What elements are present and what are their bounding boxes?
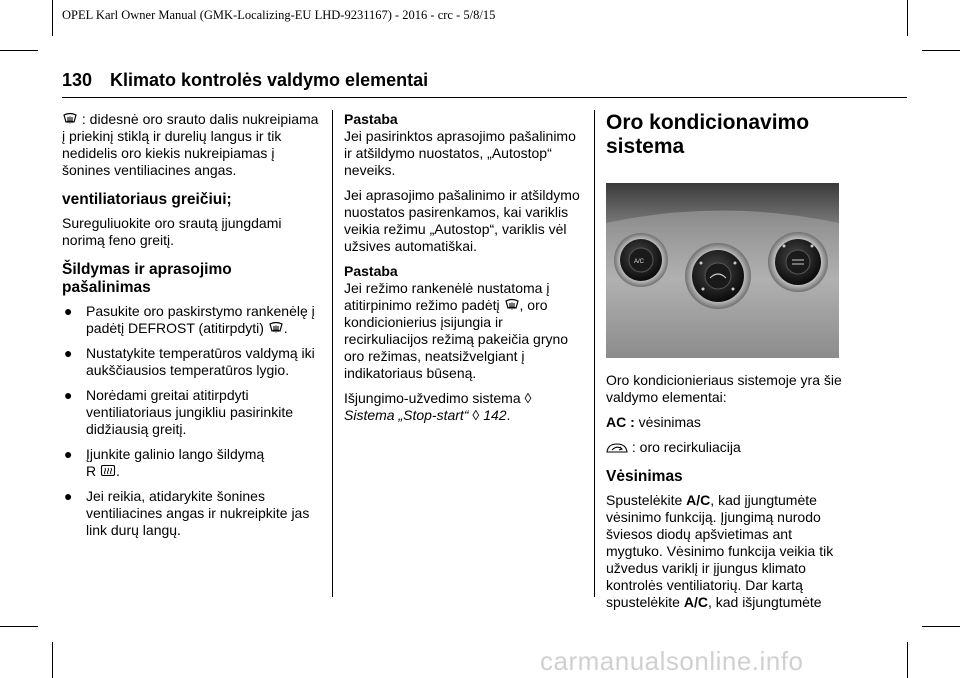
intro-paragraph: Oro kondicionieriaus sistemoje yra šie valdymo elementai: (606, 372, 842, 405)
cross-reference: Išjungimo-užvedimo sistema ◊ Sistema „Stop-start“ ◊ 142. (344, 390, 532, 423)
fan-paragraph: Sureguliuokite oro srautą įjungdami norimą feno greitį. (62, 215, 282, 248)
reference-arrow-icon: ◊ (472, 407, 480, 423)
right-column (606, 111, 846, 619)
list-item-suffix: . (283, 320, 288, 336)
page-number: 130 (62, 70, 93, 90)
windshield-defrost-icon (504, 297, 520, 313)
cooling-heading: Vėsinimas (606, 468, 683, 485)
knob-middle (685, 243, 751, 309)
list-item-suffix: . (116, 463, 120, 479)
page-title: Klimato kontrolės valdymo elementai (110, 70, 429, 90)
bullet-mark: ● (64, 345, 73, 361)
crop-mark (52, 642, 53, 678)
ac-button-ref: A/C (686, 492, 711, 508)
header-rule (62, 97, 907, 98)
climate-control-panel-photo (606, 183, 839, 358)
column-divider (332, 110, 333, 597)
cooling-paragraph: Spustelėkite A/C, kad įjungtumėte vėsinimo funkciją. Įjungimą nurodo šviesos diodų apšvietimas ant mygtuko. Vėsinimo funkcija veikia tik užvedus variklį ir įjungus klimato kontrolės ventiliatorių. Dar kartą spustelėkite A/C, kad išjungtumėte (606, 492, 834, 610)
list-item-text: Nustatykite temperatūros valdymą iki aukščiausios temperatūros lygio. (86, 345, 315, 378)
list-item-text: Jei reikia, atidarykite šonines ventiliacines angas ir nukreipkite jas link durų langų. (86, 488, 310, 538)
intro-paragraph (62, 111, 324, 179)
bullet-mark: ● (64, 303, 73, 319)
knob-left (614, 233, 668, 287)
crop-mark (907, 0, 908, 36)
list-item-text: Įjunkite galinio lango šildymą (86, 446, 265, 462)
list-item (62, 446, 324, 480)
document-meta: OPEL Karl Owner Manual (GMK-Localizing-EU LHD-9231167) - 2016 - crc - 5/8/15 (62, 8, 496, 22)
bullet-mark: ● (64, 387, 73, 403)
list-item-text: Norėdami greitai atitirpdyti ventiliatoriaus jungikliu pasirinkite didžiausią greitį. (86, 387, 293, 437)
windshield-defrost-airflow-icon (62, 111, 78, 127)
intro-text: : didesnė oro srauto dalis nukreipiama į priekinį stiklą ir durelių langus ir tik nedidelis oro kiekis nukreipiamas į šonines ventiliacines angas. (62, 111, 319, 178)
middle-column (344, 111, 584, 432)
list-item-text: Pasukite oro paskirstymo rankenėlę į padėtį DEFROST (atitirpdyti) (86, 303, 315, 336)
crop-mark (0, 626, 38, 627)
reference-arrow-icon: ◊ (524, 390, 532, 406)
crop-mark (0, 50, 38, 51)
crop-mark (907, 642, 908, 678)
section-heading: Oro kondicionavimo sistema (606, 111, 810, 158)
list-item-prefix: R (86, 463, 97, 479)
heat-heading: Šildymas ir aprasojimo pašalinimas (62, 261, 232, 296)
crop-mark (922, 50, 960, 51)
crop-mark (52, 0, 53, 36)
crop-mark (922, 626, 960, 627)
list-item (62, 345, 324, 379)
rear-window-heater-icon (100, 463, 116, 479)
left-column (62, 111, 324, 547)
ac-definition: AC : vėsinimas (606, 414, 701, 430)
note-heading: Pastaba (344, 111, 398, 127)
watermark: carmanualsonline.info (540, 646, 804, 676)
list-item (62, 303, 324, 337)
recirculation-icon (606, 441, 628, 455)
recirculation-definition: : oro recirkuliacija (606, 439, 846, 456)
knob-right (768, 232, 828, 292)
list-item (62, 387, 324, 438)
fan-heading: ventiliatoriaus greičiui; (62, 191, 232, 208)
bullet-mark: ● (64, 488, 73, 504)
note-text: Jei režimo rankenėlė nustatoma į atitirpinimo režimo padėtį , oro kondicionierius įsijungia ir recirkuliacijos režimą pakeičia gryno oro režimas, neatsižvelgiant į indikatoriaus būseną. (344, 280, 569, 381)
reference-link[interactable]: Sistema „Stop-start“ (344, 407, 469, 423)
note-heading: Pastaba (344, 263, 398, 279)
reference-page[interactable]: 142 (483, 407, 507, 423)
note-text: Jei pasirinktos aprasojimo pašalinimo ir atšildymo nuostatos, „Autostop“ neveiks. (344, 128, 576, 178)
bullet-mark: ● (64, 446, 73, 462)
paragraph: Jei aprasojimo pašalinimo ir atšildymo nuostatos pasirenkamos, kai variklis veikia režimu „Autostop“, variklis vėl užsives automatiškai. (344, 187, 580, 254)
windshield-defrost-icon (268, 320, 284, 336)
column-divider (594, 110, 595, 597)
ac-button-label: A/C (634, 259, 645, 265)
ac-button-ref: A/C (683, 594, 708, 610)
list-item (62, 488, 324, 539)
